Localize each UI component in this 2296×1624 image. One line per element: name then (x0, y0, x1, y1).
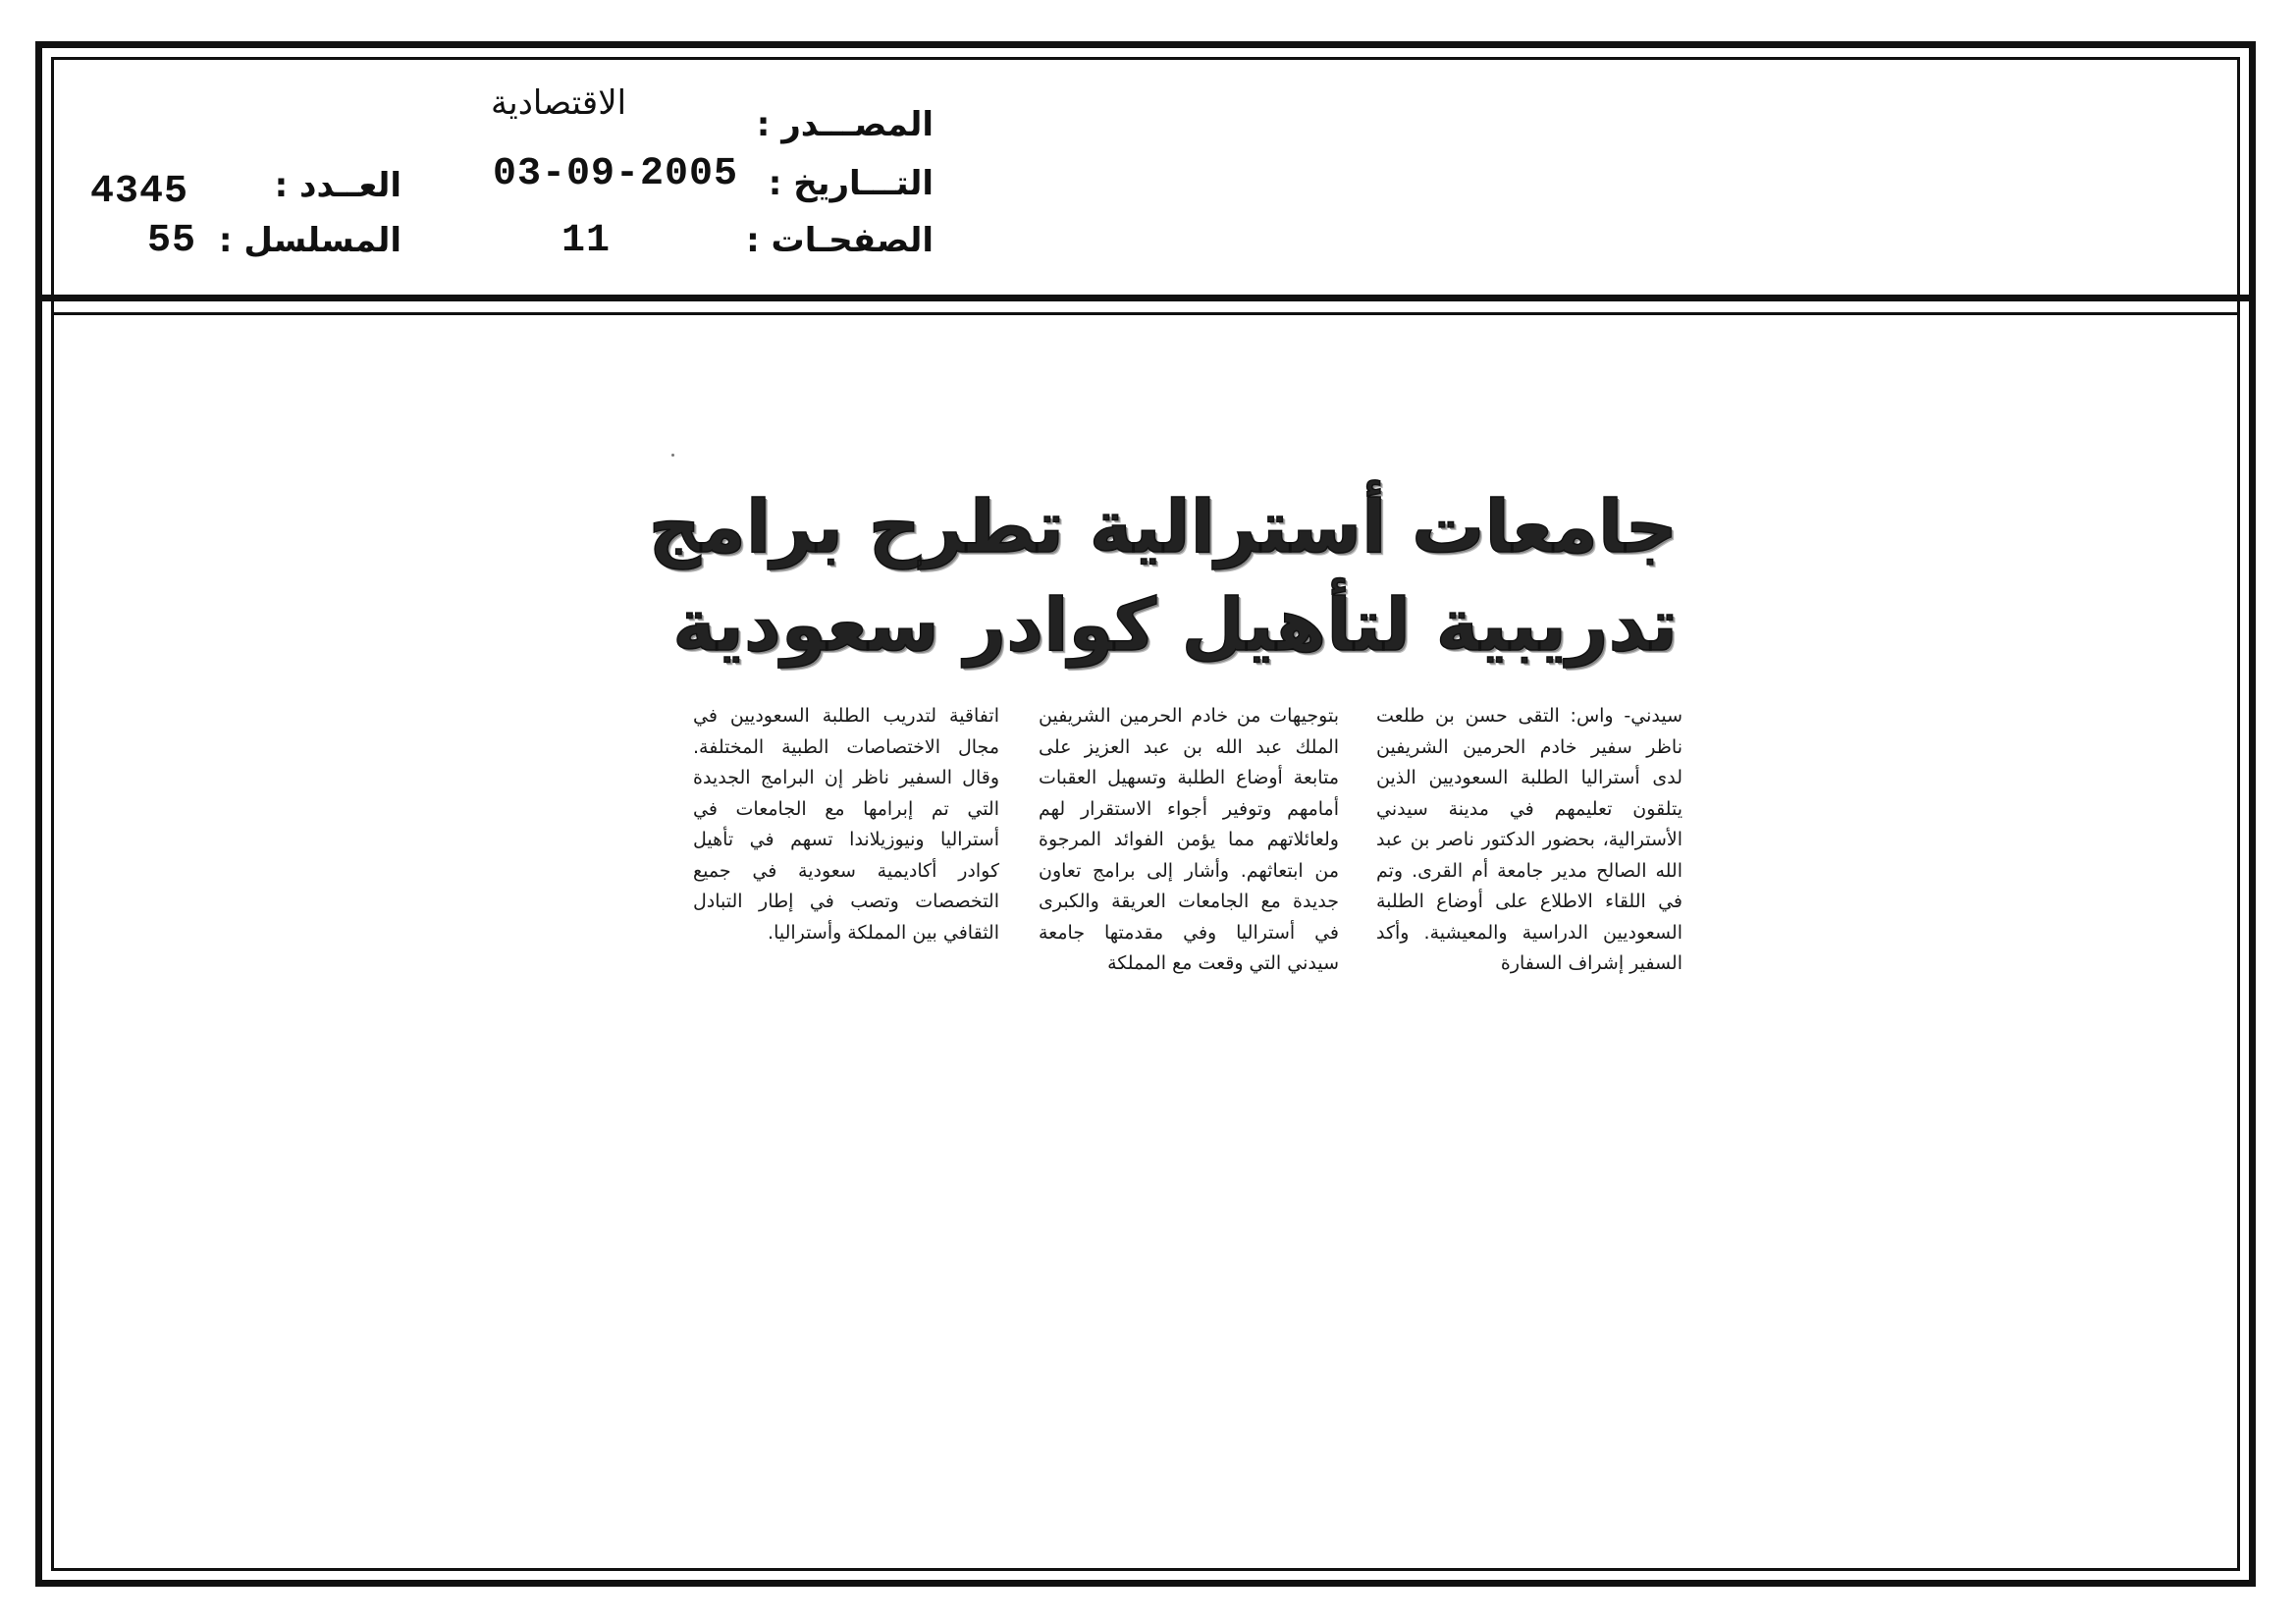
date-value: 03-09-2005 (493, 152, 739, 196)
issue-label: العــدد : (274, 166, 401, 205)
headline-line-1: جامعات أسترالية تطرح برامج (648, 485, 1678, 569)
article-paragraph: بتوجيهات من خادم الحرمين الشريفين الملك عبد الله بن عبد العزيز على متابعة أوضاع الطلبة وتسهيل العقبات أمامهم وتوفير أجواء الاستقرار لهم ولعائلاتهم مما يؤمن الفوائد المرجوة من ابتعاثهم. وأشار إلى برامج تعاون جديدة مع الجامعات العريقة والكبرى في أستراليا وفي مقدمتها جامعة سيدني التي وقعت مع المملكة (1039, 705, 1339, 974)
pages-value: 11 (561, 219, 612, 263)
scan-speck (671, 454, 674, 457)
serial-value: 55 (147, 219, 197, 263)
issue-value: 4345 (90, 170, 189, 214)
header-divider-thick (35, 295, 2256, 301)
header-divider-thin (51, 312, 2240, 315)
headline-line-2: تدريبية لتأهيل كوادر سعودية (672, 583, 1678, 668)
article-paragraph: اتفاقية لتدريب الطلبة السعوديين في مجال الاختصاصات الطبية المختلفة. وقال السفير ناظر إن البرامج الجديدة التي تم إبرامها مع الجامعات في أستراليا ونيوزيلاندا تسهم في تأهيل كوادر أكاديمية سعودية في جميع التخصصات وتصب في إطار التبادل الثقافي بين المملكة وأستراليا. (693, 705, 999, 944)
source-value: الاقتصادية (491, 83, 627, 123)
article-paragraph: سيدني- واس: التقى حسن بن طلعت ناظر سفير خادم الحرمين الشريفين لدى أستراليا الطلبة السعوديين الذين يتلقون تعليمهم في مدينة سيدني الأسترالية، بحضور الدكتور ناصر بن عبد الله الصالح مدير جامعة أم القرى. وتم في اللقاء الاطلاع على أوضاع الطلبة السعوديين الدراسية والمعيشية. وأكد السفير إشراف السفارة (1376, 705, 1682, 974)
article-column-left (693, 701, 999, 1074)
serial-label: المسلسل : (218, 221, 401, 260)
pages-label: الصفحـات : (746, 221, 934, 260)
article-column-right (1376, 701, 1682, 1074)
source-label: المصـــدر : (756, 105, 934, 144)
date-label: التـــاريخ : (768, 164, 934, 203)
article-column-middle (1039, 701, 1339, 1074)
